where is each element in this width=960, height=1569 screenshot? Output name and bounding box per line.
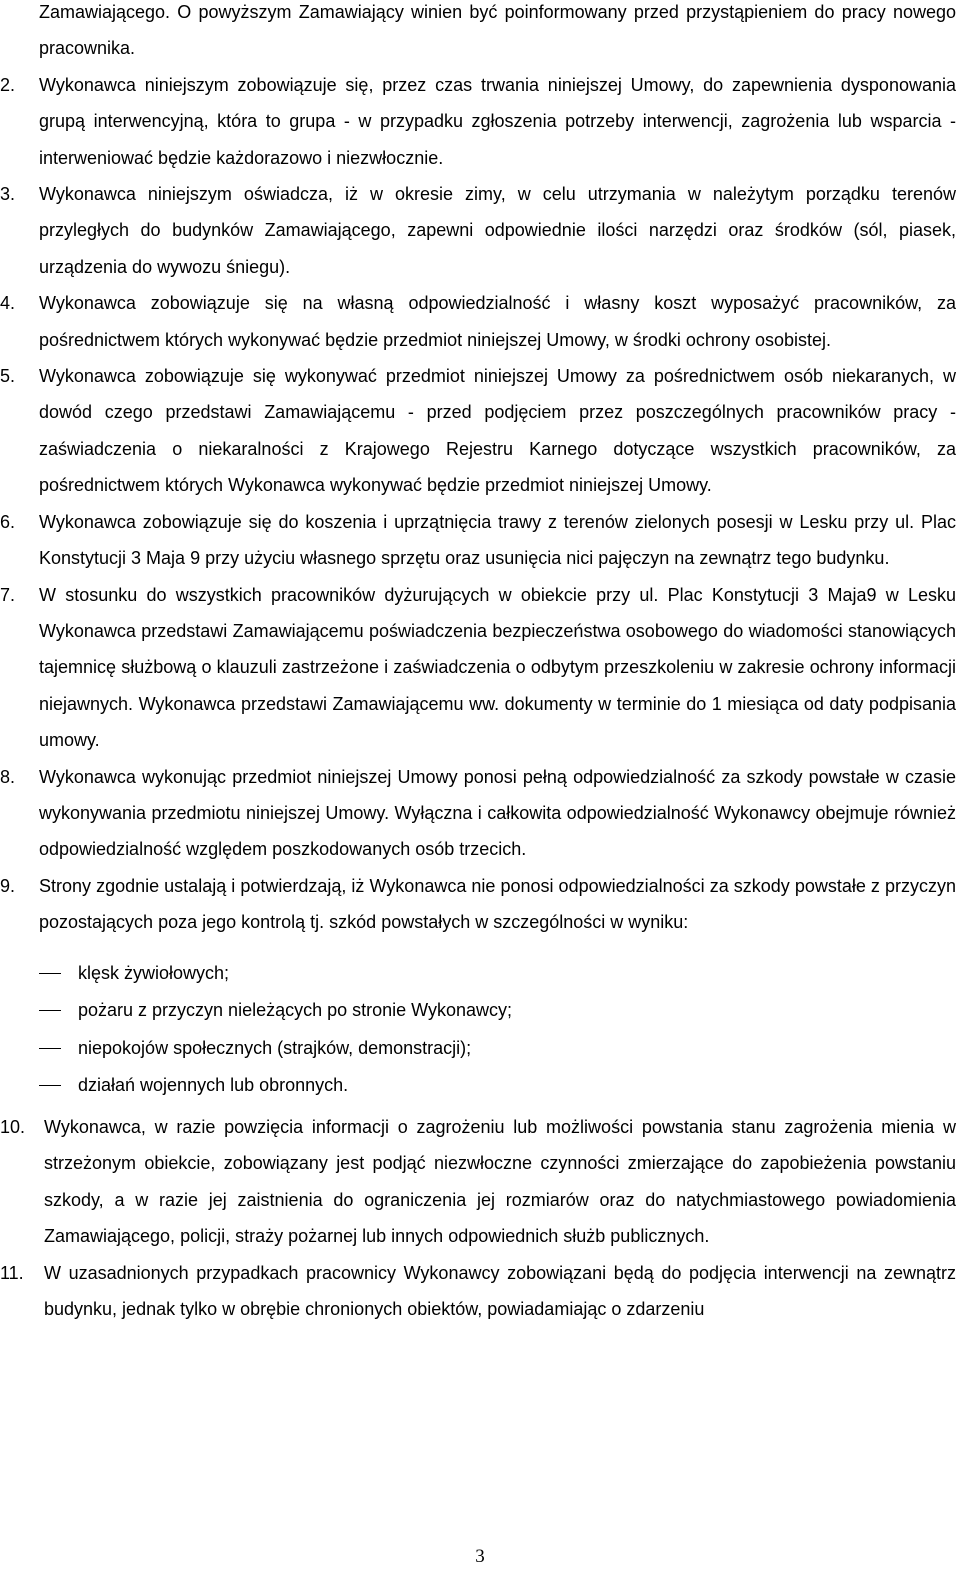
dash-bullet [39, 973, 61, 974]
item-number: 4. [0, 293, 16, 314]
dash-bullet [39, 1048, 61, 1049]
item-text: W uzasadnionych przypadkach pracownicy Wykonawcy zobowiązani będą do podjęcia interwencji na zewnątrz budynku, jednak tylko w obrębie chronionych obiektów, powiadamiając o zdarzeniu [44, 1262, 956, 1319]
list-item [0, 67, 960, 176]
item-text: Wykonawca wykonując przedmiot niniejszej Umowy ponosi pełną odpowiedzialność za szkody powstałe w czasie wykonywania przedmiotu niniejszej Umowy. Wyłączna i całkowita odpowiedzialność Wykonawcy obejmuje również odpowiedzialność względem poszkodowanych osób trzecich. [39, 766, 956, 860]
item-number: 3. [0, 184, 16, 205]
dash-list [0, 955, 960, 1105]
item-text: Wykonawca, w razie powzięcia informacji o zagrożeniu lub możliwości powstania stanu zagrożenia mienia w strzeżonym obiekcie, zobowiązany jest podjąć niezwłoczne czynności zmierzające do zapobieżenia powstaniu szkody, a w razie jej zaistnienia do ograniczenia jej rozmiarów oraz do natychmiastowego powiadomienia Zamawiającego, policji, straży pożarnej lub innych odpowiednich służb publicznych. [44, 1116, 956, 1247]
item-text: Strony zgodnie ustalają i potwierdzają, iż Wykonawca nie ponosi odpowiedzialności za szkody powstałe z przyczyn pozostających poza jego kontrolą tj. szkód powstałych w szczególności w wyniku: [39, 875, 956, 933]
item-number: 6. [0, 511, 16, 532]
list-item [0, 358, 960, 504]
dash-item-text: działań wojennych lub obronnych. [78, 1075, 349, 1096]
list-item [0, 868, 960, 941]
list-item [0, 759, 960, 868]
continuation-paragraph: Zamawiającego. O powyższym Zamawiający winien być poinformowany przed przystąpieniem do pracy nowego pracownika. [39, 2, 956, 59]
dash-bullet [39, 1010, 61, 1011]
item-text: Wykonawca niniejszym oświadcza, iż w okresie zimy, w celu utrzymania w należytym porządku terenów przyległych do budynków Zamawiającego, zapewni odpowiednie ilości narzędzi oraz środków (sól, piasek, urządzenia do wywozu śniegu). [39, 184, 956, 277]
dash-item-text: klęsk żywiołowych; [78, 962, 230, 983]
item-number: 5. [0, 366, 16, 387]
dash-list-item [0, 1030, 960, 1068]
item-number: 9. [0, 875, 16, 896]
item-text: Wykonawca niniejszym zobowiązuje się, przez czas trwania niniejszej Umowy, do zapewnienia dysponowania grupą interwencyjną, która to grupa - w przypadku zgłoszenia potrzeby interwencji, zagrożenia lub wsparcia - interweniować będzie każdorazowo i niezwłocznie. [39, 74, 956, 168]
dash-list-item [0, 955, 960, 993]
list-item [0, 285, 960, 358]
dash-item-text: niepokojów społecznych (strajków, demonstracji); [78, 1037, 472, 1058]
dash-list-item [0, 992, 960, 1030]
list-item [0, 176, 960, 285]
item-number: 10. [0, 1116, 26, 1137]
list-item [0, 1109, 960, 1255]
item-number: 8. [0, 766, 16, 787]
dash-item-text: pożaru z przyczyn nieleżących po stronie Wykonawcy; [78, 1000, 513, 1021]
dash-bullet [39, 1085, 61, 1086]
page-number: 3 [475, 1546, 485, 1567]
item-text: Wykonawca zobowiązuje się na własną odpowiedzialność i własny koszt wyposażyć pracowników, za pośrednictwem których wykonywać będzie przedmiot niniejszej Umowy, w środki ochrony osobistej. [39, 293, 956, 350]
item-number: 11. [0, 1262, 24, 1283]
dash-list-item [0, 1067, 960, 1105]
item-number: 7. [0, 584, 16, 605]
list-item [0, 577, 960, 759]
list-item [0, 1255, 960, 1328]
list-item [0, 504, 960, 577]
item-number: 2. [0, 74, 16, 95]
item-text: Wykonawca zobowiązuje się wykonywać przedmiot niniejszej Umowy za pośrednictwem osób niekaranych, w dowód czego przedstawi Zamawiającemu - przed podjęciem przez poszczególnych pracowników pracy - zaświadczenia o niekaralności z Krajowego Rejestru Karnego dotyczące wszystkich pracowników, za pośrednictwem których Wykonawca wykonywać będzie przedmiot niniejszej Umowy. [39, 366, 956, 496]
item-text: Wykonawca zobowiązuje się do koszenia i uprzątnięcia trawy z terenów zielonych posesji w Lesku przy ul. Plac Konstytucji 3 Maja 9 przy użyciu własnego sprzętu oraz usunięcia nici pajęczyn na zewnątrz tego budynku. [39, 511, 956, 569]
item-text: W stosunku do wszystkich pracowników dyżurujących w obiekcie przy ul. Plac Konstytucji 3 Maja9 w Lesku Wykonawca przedstawi Zamawiającemu poświadczenia bezpieczeństwa osobowego do wiadomości stanowiących tajemnicę służbową o klauzuli zastrzeżone i zaświadczenia o odbytym przeszkoleniu w zakresie ochrony informacji niejawnych. Wykonawca przedstawi Zamawiającemu ww. dokumenty w terminie do 1 miesiąca od daty podpisania umowy. [39, 584, 956, 751]
